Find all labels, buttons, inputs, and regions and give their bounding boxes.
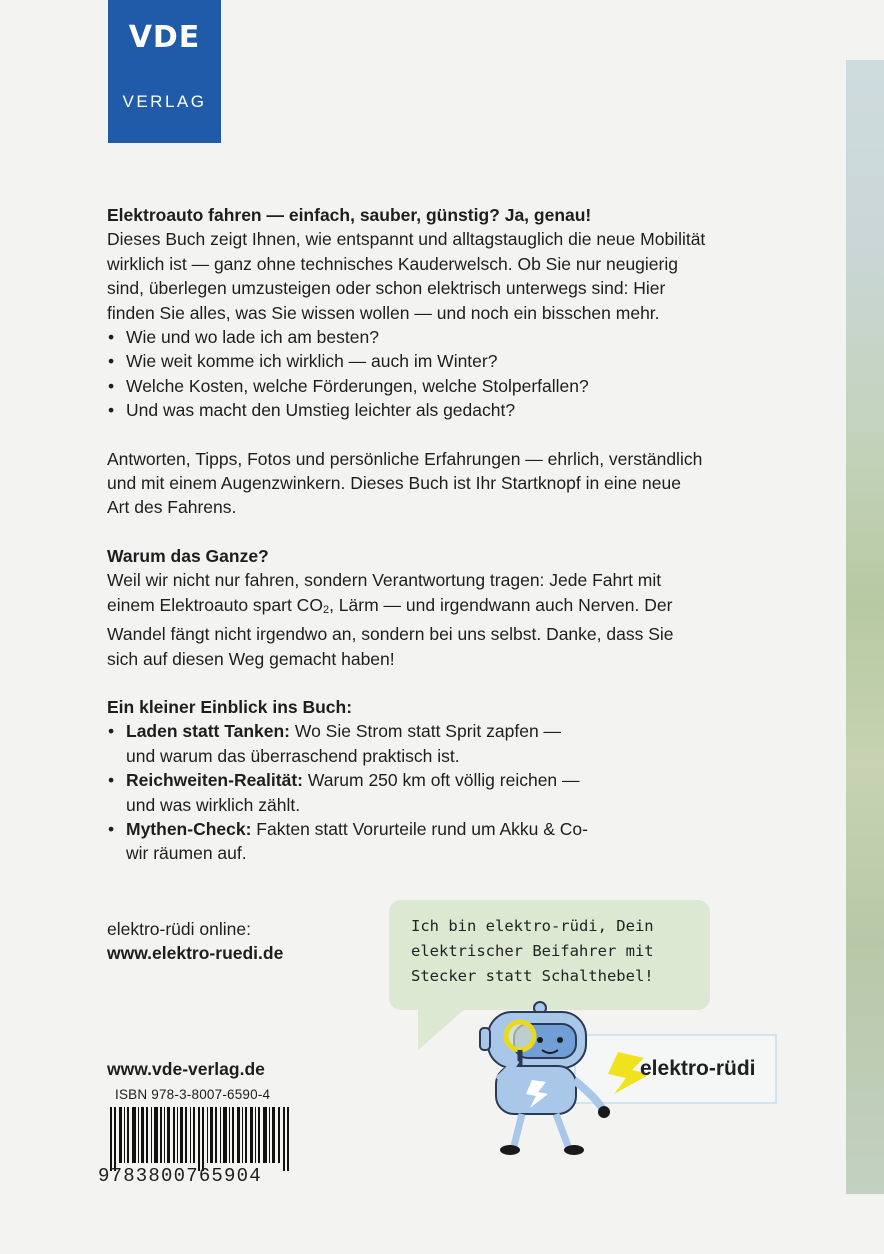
barcode-number: 9783800765904 [98,1165,262,1187]
why-line: sich auf diesen Weg gemacht haben! [107,648,395,669]
robot-mascot-icon [476,1000,626,1160]
publisher-sub: VERLAG [122,92,207,111]
why-line: einem Elektroauto spart CO2, Lärm — und irgendwann auch Nerven. Der [107,594,673,616]
question-list [107,325,727,423]
why-line: Wandel fängt nicht irgendwo an, sondern bei uns selbst. Danke, dass Sie [107,624,674,645]
list-item: • Welche Kosten, welche Förderungen, welche Stolperfallen? [107,374,727,398]
publisher-url[interactable]: www.vde-verlag.de [107,1059,265,1079]
online-url[interactable]: www.elektro-ruedi.de [107,943,284,964]
bubble-text: Ich bin elektro-rüdi, Dein elektrischer Beifahrer mit Stecker statt Schalthebel! [411,917,654,985]
insight-heading: Ein kleiner Einblick ins Buch: [107,696,353,717]
list-item: • Laden statt Tanken: Wo Sie Strom statt Sprit zapfen — und warum das überraschend praktisch ist. [107,719,727,768]
isbn: ISBN 978-3-8007-6590-4 [115,1087,271,1102]
speech-bubble-tail [418,1008,466,1050]
list-item: • Reichweiten-Realität: Warum 250 km oft völlig reichen — und was wirklich zählt. [107,768,727,817]
intro-line: finden Sie alles, was Sie wissen wollen — und noch ein bisschen mehr. [107,302,660,323]
why-heading: Warum das Ganze? [107,545,269,566]
list-item: • Mythen-Check: Fakten statt Vorurteile rund um Akku & Co- wir räumen auf. [107,817,727,866]
list-item: • Und was macht den Umstieg leichter als gedacht? [107,398,727,422]
blurb [107,203,727,866]
publisher-name: VDE [128,20,201,55]
barcode-bars [110,1107,292,1171]
barcode [98,1087,298,1187]
intro-line: sind, überlegen umzusteigen oder schon elektrisch unterwegs sind: Hier [107,278,666,299]
answers-line: und mit einem Augenzwinkern. Dieses Buch ist Ihr Startknopf in eine neue [107,473,681,494]
publisher-logo [108,0,221,143]
list-item: • Wie weit komme ich wirklich — auch im Winter? [107,349,727,373]
online-label: elektro-rüdi online: [107,919,251,939]
answers-line: Antworten, Tipps, Fotos und persönliche Erfahrungen — ehrlich, verständlich [107,448,703,469]
cover-photo-edge [846,60,884,1194]
insight-list [107,719,727,865]
answers-line: Art des Fahrens. [107,497,237,518]
intro-line: wirklich ist — ganz ohne technisches Kauderwelsch. Ob Sie nur neugierig [107,253,678,274]
brand-name: elektro-rüdi [640,1057,756,1080]
list-item: • Wie und wo lade ich am besten? [107,325,727,349]
why-line: Weil wir nicht nur fahren, sondern Verantwortung tragen: Jede Fahrt mit [107,570,662,591]
intro-headline: Elektroauto fahren — einfach, sauber, günstig? Ja, genau! [107,205,592,225]
online-info [107,917,283,966]
speech-bubble [389,900,710,1010]
intro-line: Dieses Buch zeigt Ihnen, wie entspannt und alltagstauglich die neue Mobilität [107,229,706,250]
